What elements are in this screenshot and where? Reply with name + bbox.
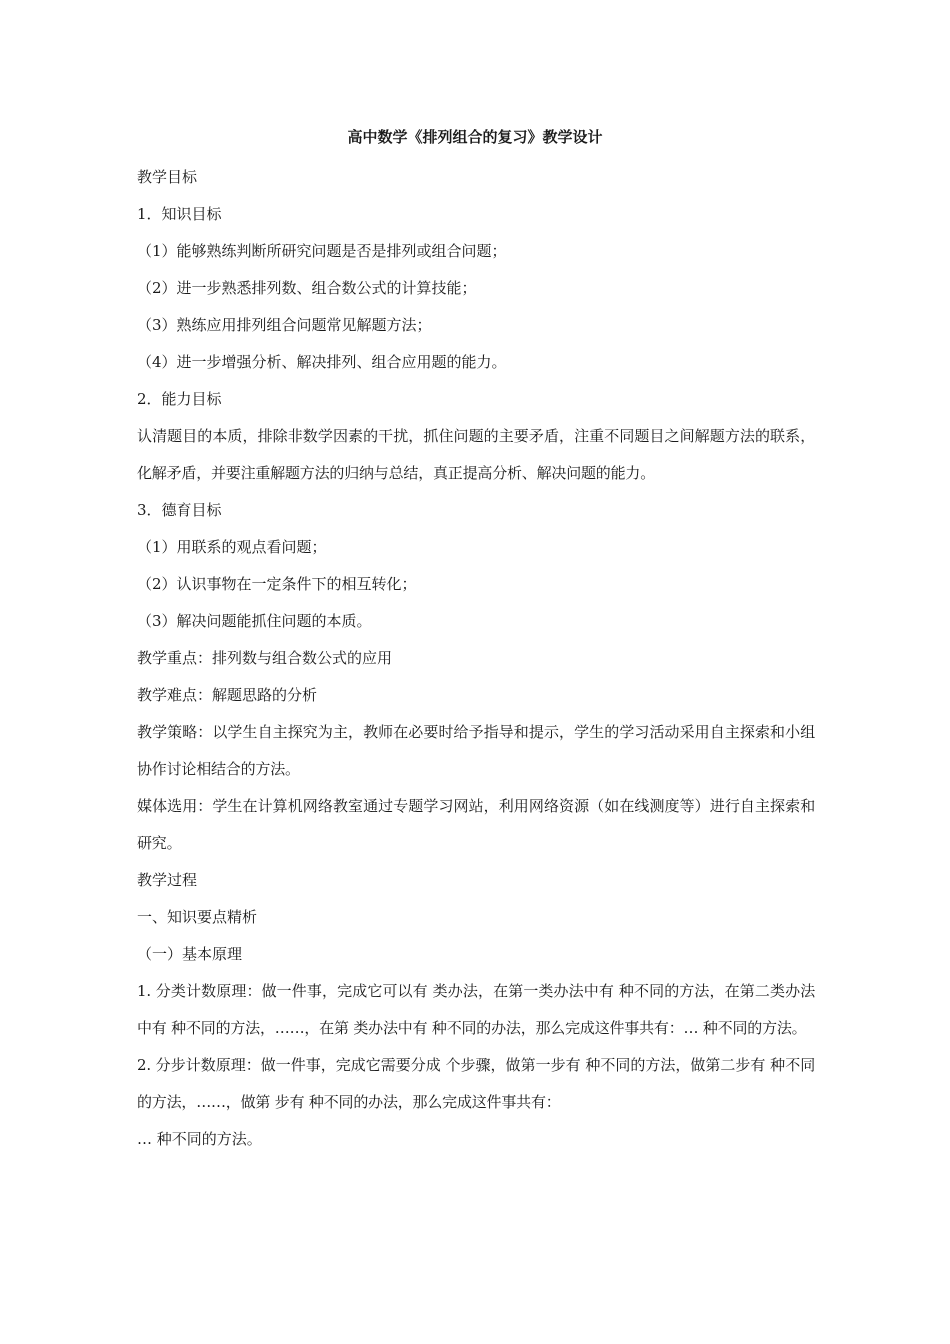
list-item: （1）用联系的观点看问题；	[137, 538, 327, 556]
document-title: 高中数学《排列组合的复习》教学设计	[347, 128, 603, 146]
list-item: （2）认识事物在一定条件下的相互转化；	[137, 575, 417, 593]
subheading-ability-goals: 2．能力目标	[137, 390, 222, 408]
list-item: （2）进一步熟悉排列数、组合数公式的计算技能；	[137, 279, 477, 297]
principle-multiplication-result: … 种不同的方法。	[137, 1130, 262, 1148]
teaching-strategy: 教学策略：以学生自主探究为主，教师在必要时给予指导和提示，学生的学习活动采用自主探索和小组协作讨论相结合的方法。	[137, 723, 815, 778]
subheading-knowledge-goals: 1．知识目标	[137, 205, 222, 223]
teaching-difficulties: 教学难点：解题思路的分析	[137, 686, 318, 704]
paragraph-ability-goals: 认清题目的本质，排除非数学因素的干扰，抓住问题的主要矛盾，注重不同题目之间解题方法的联系，化解矛盾，并要注重解题方法的归纳与总结，真正提高分析、解决问题的能力。	[137, 427, 815, 482]
list-item: （3）解决问题能抓住问题的本质。	[137, 612, 372, 630]
list-item: （4）进一步增强分析、解决排列、组合应用题的能力。	[137, 353, 507, 371]
section-heading-teaching-goals: 教学目标	[137, 168, 198, 186]
subheading-basic-principles: （一）基本原理	[137, 945, 243, 963]
principle-multiplication: 2. 分步计数原理：做一件事，完成它需要分成 个步骤，做第一步有 种不同的方法，做第二步有 种不同的方法，……，做第 步有 种不同的办法，那么完成这件事共有：	[137, 1056, 815, 1111]
teaching-key-points: 教学重点：排列数与组合数公式的应用	[137, 649, 393, 667]
section-heading-teaching-process: 教学过程	[137, 871, 198, 889]
list-item: （3）熟练应用排列组合问题常见解题方法；	[137, 316, 432, 334]
document-body	[137, 159, 815, 1158]
principle-addition: 1. 分类计数原理：做一件事，完成它可以有 类办法，在第一类办法中有 种不同的方法，在第二类办法中有 种不同的方法，……，在第 类办法中有 种不同的办法，那么完成这件事共有：… 种不同的方法。	[137, 982, 815, 1037]
section-heading-knowledge-points: 一、知识要点精析	[137, 908, 258, 926]
list-item: （1）能够熟练判断所研究问题是否是排列或组合问题；	[137, 242, 507, 260]
media-selection: 媒体选用：学生在计算机网络教室通过专题学习网站，利用网络资源（如在线测度等）进行自主探索和研究。	[137, 797, 815, 852]
subheading-moral-goals: 3．德育目标	[137, 501, 222, 519]
